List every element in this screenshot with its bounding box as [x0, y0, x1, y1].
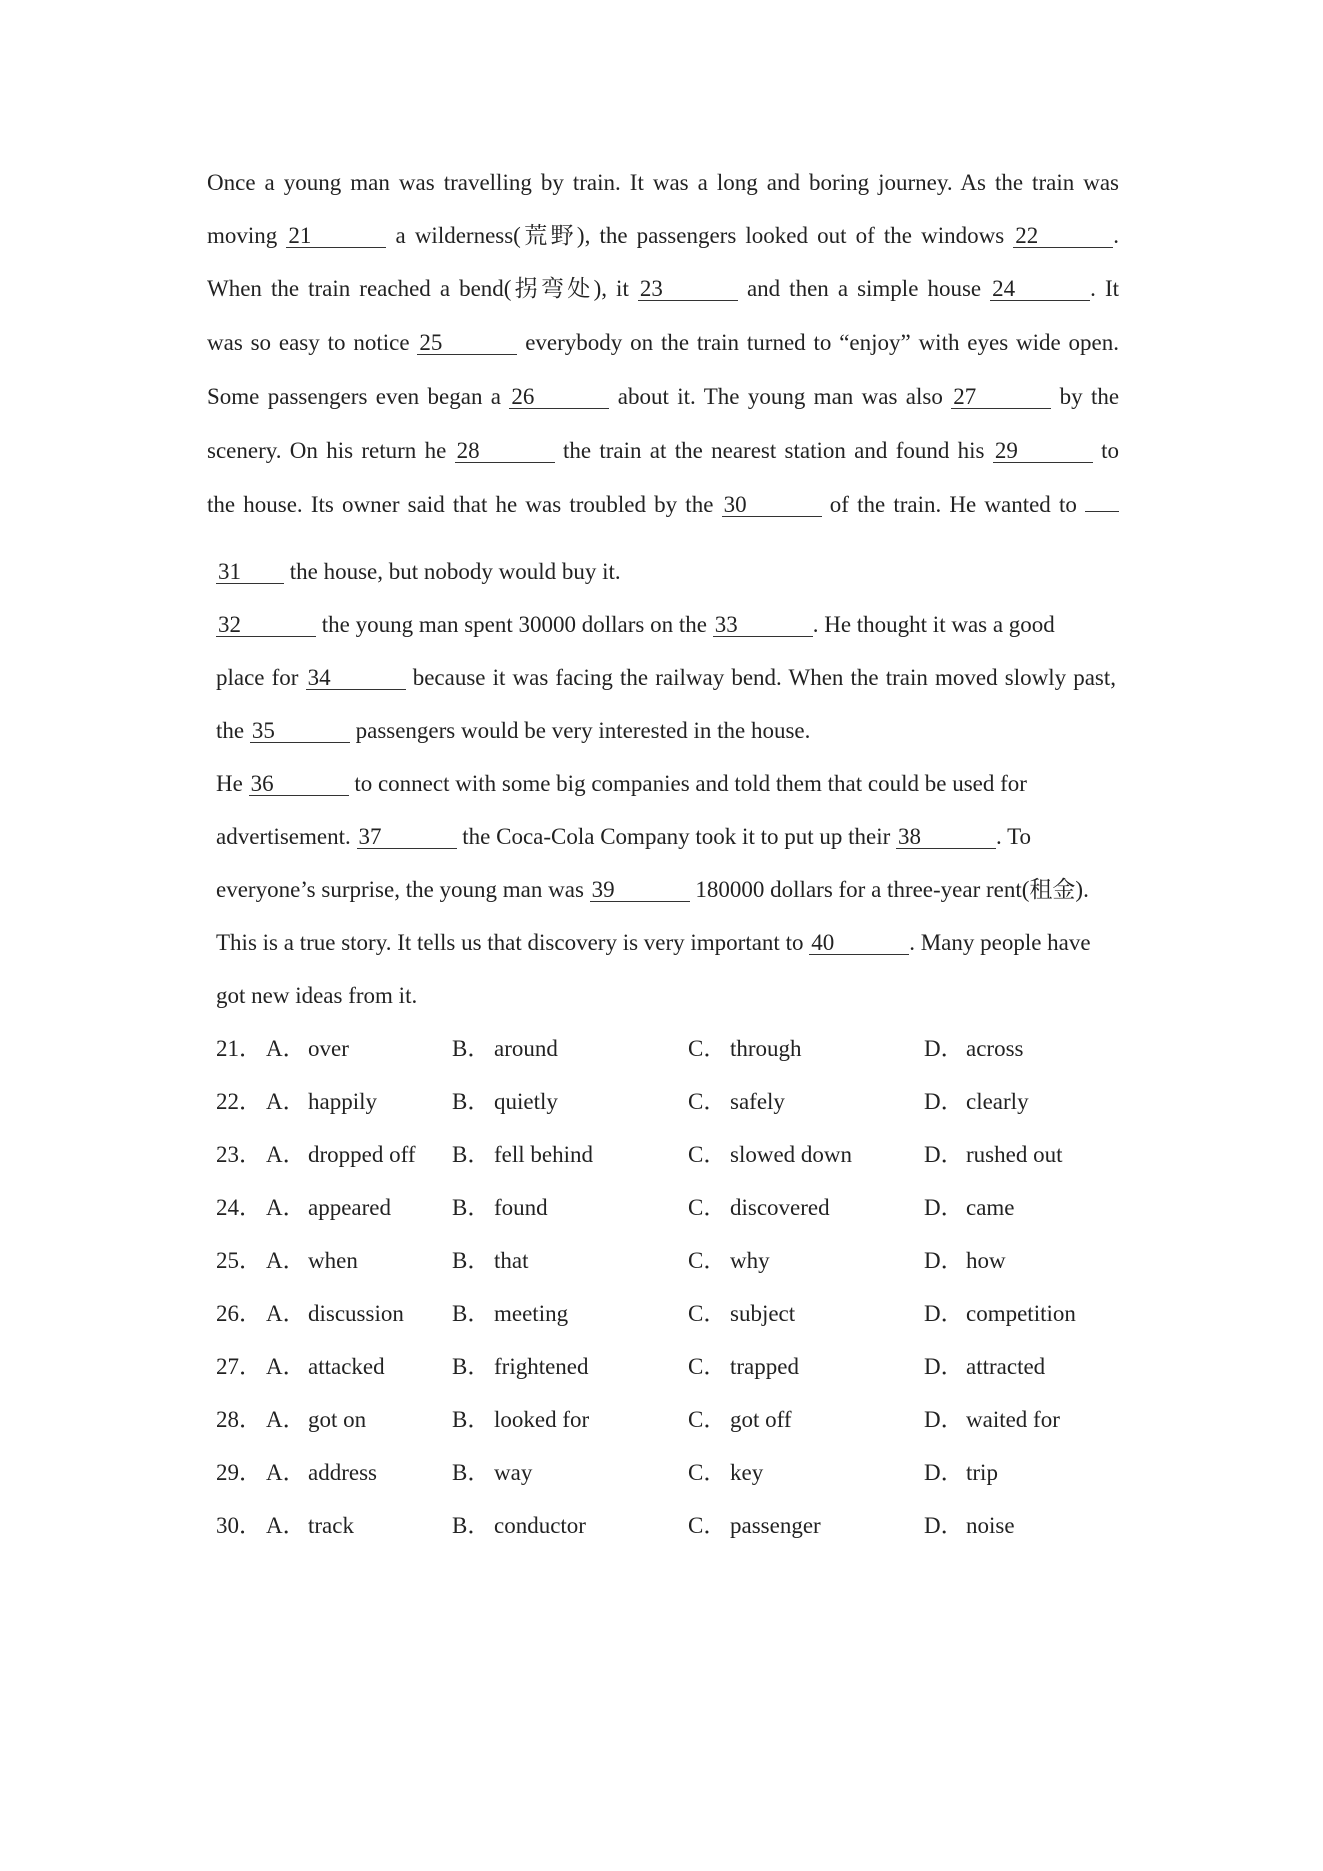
option-letter: B．	[452, 1142, 491, 1167]
option-text: discussion	[308, 1301, 404, 1326]
blank-24[interactable]: 24	[990, 278, 1090, 301]
option-d[interactable]	[924, 1246, 1006, 1276]
option-text: appeared	[308, 1195, 391, 1220]
passage-text: place for	[216, 665, 299, 690]
option-letter: B．	[452, 1513, 491, 1538]
question-number: 28．	[216, 1407, 262, 1432]
passage-line-8	[216, 557, 1128, 587]
passage-text: When the train reached a bend(拐弯处), it	[207, 276, 629, 301]
option-letter: C．	[688, 1248, 727, 1273]
option-letter: B．	[452, 1248, 491, 1273]
question-number: 24．	[216, 1195, 262, 1220]
passage-line-11	[216, 716, 1128, 746]
option-b[interactable]	[452, 1087, 558, 1117]
question-number: 25．	[216, 1248, 262, 1273]
question-25	[216, 1246, 1116, 1278]
option-d[interactable]	[924, 1087, 1029, 1117]
passage-text: to connect with some big companies and told them that could be used for	[354, 771, 1027, 796]
option-letter: B．	[452, 1195, 491, 1220]
option-letter: C．	[688, 1089, 727, 1114]
blank-39[interactable]: 39	[590, 879, 690, 902]
passage-text: of the train. He wanted to	[829, 492, 1077, 517]
passage-text: the	[216, 718, 245, 743]
option-d[interactable]	[924, 1352, 1045, 1382]
option-letter: B．	[452, 1460, 491, 1485]
passage-text: He	[216, 771, 243, 796]
question-number: 29．	[216, 1460, 262, 1485]
blank-34[interactable]: 34	[306, 667, 406, 690]
option-text: subject	[730, 1301, 796, 1326]
option-c[interactable]	[688, 1405, 792, 1435]
option-d[interactable]	[924, 1034, 1023, 1064]
passage-text: to	[1101, 438, 1120, 463]
option-c[interactable]	[688, 1140, 852, 1170]
option-c[interactable]	[688, 1352, 799, 1382]
blank-23[interactable]: 23	[638, 278, 738, 301]
option-a[interactable]	[266, 1352, 385, 1382]
passage-line-12	[216, 769, 1128, 799]
option-text: when	[308, 1248, 358, 1273]
blank-21[interactable]: 21	[286, 225, 386, 248]
passage-text: advertisement.	[216, 824, 351, 849]
question-number: 23．	[216, 1142, 262, 1167]
option-a[interactable]	[266, 1034, 349, 1064]
option-letter: C．	[688, 1301, 727, 1326]
option-letter: C．	[688, 1407, 727, 1432]
question-29	[216, 1458, 1116, 1490]
option-text: found	[494, 1195, 548, 1220]
question-23	[216, 1140, 1116, 1172]
option-a[interactable]	[266, 1511, 354, 1541]
passage-line-14	[216, 875, 1128, 905]
blank-29[interactable]: 29	[993, 440, 1093, 463]
option-text: came	[966, 1195, 1015, 1220]
option-letter: D．	[924, 1301, 964, 1326]
option-letter: D．	[924, 1195, 964, 1220]
passage-text: the young man spent 30000 dollars on the	[321, 612, 707, 637]
option-text: meeting	[494, 1301, 569, 1326]
passage-line-9	[216, 610, 1116, 640]
option-text: discovered	[730, 1195, 830, 1220]
option-letter: B．	[452, 1036, 491, 1061]
option-b[interactable]	[452, 1352, 589, 1382]
option-b[interactable]	[452, 1193, 548, 1223]
passage-line-16	[216, 981, 1128, 1011]
option-d[interactable]	[924, 1511, 1015, 1541]
passage-text: everybody on the train turned to “enjoy” with eyes wide open.	[525, 330, 1119, 355]
option-letter: B．	[452, 1354, 491, 1379]
option-c[interactable]	[688, 1034, 802, 1064]
option-letter: D．	[924, 1036, 964, 1061]
passage-text: This is a true story. It tells us that discovery is very important to	[216, 930, 804, 955]
passage-text: . Many people have	[909, 930, 1091, 955]
passage-line-3	[207, 274, 1119, 304]
option-text: clearly	[966, 1089, 1029, 1114]
passage-text: . To	[996, 824, 1032, 849]
question-28	[216, 1405, 1116, 1437]
blank-22[interactable]: 22	[1013, 225, 1113, 248]
passage-text: about it. The young man was also	[617, 384, 943, 409]
question-number: 26．	[216, 1301, 262, 1326]
question-number: 22．	[216, 1089, 262, 1114]
option-text: through	[730, 1036, 802, 1061]
option-b[interactable]	[452, 1140, 593, 1170]
option-text: track	[308, 1513, 354, 1538]
question-30	[216, 1511, 1116, 1543]
option-letter: C．	[688, 1142, 727, 1167]
option-text: slowed down	[730, 1142, 853, 1167]
option-letter: D．	[924, 1513, 964, 1538]
option-text: got on	[308, 1407, 367, 1432]
option-b[interactable]	[452, 1511, 586, 1541]
passage-text: the Coca-Cola Company took it to put up their	[462, 824, 891, 849]
question-21	[216, 1034, 1116, 1066]
option-c[interactable]	[688, 1193, 830, 1223]
passage-text: was so easy to notice	[207, 330, 410, 355]
blank-31-start[interactable]	[1085, 511, 1119, 512]
option-text: address	[308, 1460, 377, 1485]
option-c[interactable]	[688, 1511, 821, 1541]
passage-text: a wilderness(荒野), the passengers looked out of the windows	[395, 223, 1005, 248]
option-d[interactable]	[924, 1193, 1015, 1223]
passage-text: and then a simple house	[746, 276, 982, 301]
passage-line-6	[207, 436, 1119, 466]
option-letter: A．	[266, 1301, 306, 1326]
option-letter: A．	[266, 1195, 306, 1220]
passage-line-1	[207, 168, 1119, 198]
blank-33[interactable]: 33	[713, 614, 813, 637]
option-letter: C．	[688, 1513, 727, 1538]
blank-40[interactable]: 40	[809, 932, 909, 955]
passage-text: got new ideas from it.	[216, 983, 418, 1008]
option-text: how	[966, 1248, 1006, 1273]
option-d[interactable]	[924, 1299, 1076, 1329]
question-number: 27．	[216, 1354, 262, 1379]
option-text: trip	[966, 1460, 998, 1485]
passage-text: moving	[207, 223, 278, 248]
passage-text: passengers would be very interested in the house.	[355, 718, 811, 743]
option-text: fell behind	[494, 1142, 593, 1167]
passage-text: . He thought it was a good	[812, 612, 1055, 637]
option-letter: A．	[266, 1460, 306, 1485]
option-b[interactable]	[452, 1405, 589, 1435]
option-a[interactable]	[266, 1193, 391, 1223]
option-a[interactable]	[266, 1140, 416, 1170]
option-text: noise	[966, 1513, 1015, 1538]
blank-31[interactable]: 31	[216, 561, 284, 584]
option-b[interactable]	[452, 1458, 532, 1488]
option-a[interactable]	[266, 1458, 377, 1488]
option-a[interactable]	[266, 1405, 366, 1435]
option-letter: C．	[688, 1195, 727, 1220]
passage-text: .	[1113, 223, 1119, 248]
passage-line-15	[216, 928, 1128, 958]
question-26	[216, 1299, 1116, 1331]
option-text: frightened	[494, 1354, 589, 1379]
blank-27[interactable]: 27	[951, 386, 1051, 409]
option-letter: A．	[266, 1354, 306, 1379]
option-letter: A．	[266, 1513, 306, 1538]
option-a[interactable]	[266, 1299, 404, 1329]
option-b[interactable]	[452, 1246, 529, 1276]
option-text: dropped off	[308, 1142, 416, 1167]
passage-line-2	[207, 221, 1119, 251]
option-c[interactable]	[688, 1458, 763, 1488]
passage-text: . It	[1090, 276, 1119, 301]
option-text: attracted	[966, 1354, 1046, 1379]
option-text: across	[966, 1036, 1024, 1061]
blank-36[interactable]: 36	[249, 773, 349, 796]
option-letter: A．	[266, 1089, 306, 1114]
blank-35[interactable]: 35	[250, 720, 350, 743]
option-letter: B．	[452, 1301, 491, 1326]
option-letter: B．	[452, 1407, 491, 1432]
option-letter: B．	[452, 1089, 491, 1114]
passage-text: Once a young man was travelling by train. It was a long and boring journey. As the train was	[207, 170, 1119, 195]
option-letter: C．	[688, 1460, 727, 1485]
option-letter: A．	[266, 1407, 306, 1432]
option-letter: D．	[924, 1460, 964, 1485]
option-d[interactable]	[924, 1140, 1062, 1170]
passage-line-4	[207, 328, 1119, 358]
option-text: passenger	[730, 1513, 821, 1538]
question-27	[216, 1352, 1116, 1384]
option-text: attacked	[308, 1354, 385, 1379]
blank-38[interactable]: 38	[896, 826, 996, 849]
passage-text: everyone’s surprise, the young man was	[216, 877, 584, 902]
option-letter: D．	[924, 1354, 964, 1379]
question-number: 21．	[216, 1036, 262, 1061]
option-b[interactable]	[452, 1299, 568, 1329]
option-text: that	[494, 1248, 529, 1273]
option-text: competition	[966, 1301, 1076, 1326]
blank-25[interactable]: 25	[417, 332, 517, 355]
option-letter: D．	[924, 1089, 964, 1114]
passage-text: Some passengers even began a	[207, 384, 502, 409]
option-letter: D．	[924, 1407, 964, 1432]
passage-text: the train at the nearest station and found his	[562, 438, 985, 463]
option-letter: C．	[688, 1354, 727, 1379]
option-text: looked for	[494, 1407, 590, 1432]
option-text: waited for	[966, 1407, 1060, 1432]
passage-text: by the	[1059, 384, 1120, 409]
option-text: quietly	[494, 1089, 558, 1114]
option-c[interactable]	[688, 1299, 795, 1329]
option-text: rushed out	[966, 1142, 1063, 1167]
option-a[interactable]	[266, 1087, 377, 1117]
option-d[interactable]	[924, 1458, 998, 1488]
option-letter: A．	[266, 1248, 306, 1273]
option-text: key	[730, 1460, 764, 1485]
passage-text: scenery. On his return he	[207, 438, 447, 463]
passage-text: the house. Its owner said that he was troubled by the	[207, 492, 714, 517]
blank-28[interactable]: 28	[455, 440, 555, 463]
option-letter: C．	[688, 1036, 727, 1061]
option-b[interactable]	[452, 1034, 558, 1064]
passage-line-5	[207, 382, 1119, 412]
option-text: way	[494, 1460, 533, 1485]
blank-30[interactable]: 30	[722, 494, 822, 517]
option-a[interactable]	[266, 1246, 358, 1276]
option-letter: D．	[924, 1142, 964, 1167]
option-text: over	[308, 1036, 349, 1061]
option-c[interactable]	[688, 1246, 770, 1276]
passage-text: the house, but nobody would buy it.	[289, 559, 621, 584]
blank-26[interactable]: 26	[509, 386, 609, 409]
option-letter: A．	[266, 1036, 306, 1061]
passage-text: because it was facing the railway bend. When the train moved slowly past,	[412, 665, 1117, 690]
passage-text: 180000 dollars for a three-year rent(租金).	[695, 877, 1089, 902]
question-number: 30．	[216, 1513, 262, 1538]
option-text: got off	[730, 1407, 792, 1432]
option-text: safely	[730, 1089, 785, 1114]
option-text: happily	[308, 1089, 377, 1114]
option-letter: A．	[266, 1142, 306, 1167]
option-text: trapped	[730, 1354, 799, 1379]
option-text: around	[494, 1036, 558, 1061]
blank-37[interactable]: 37	[357, 826, 457, 849]
passage-line-13	[216, 822, 1128, 852]
option-d[interactable]	[924, 1405, 1060, 1435]
option-text: conductor	[494, 1513, 586, 1538]
passage-line-7	[207, 490, 1119, 520]
option-text: why	[730, 1248, 770, 1273]
blank-32[interactable]: 32	[216, 614, 316, 637]
question-24	[216, 1193, 1116, 1225]
option-letter: D．	[924, 1248, 964, 1273]
question-22	[216, 1087, 1116, 1119]
option-c[interactable]	[688, 1087, 785, 1117]
passage-line-10	[216, 663, 1116, 693]
